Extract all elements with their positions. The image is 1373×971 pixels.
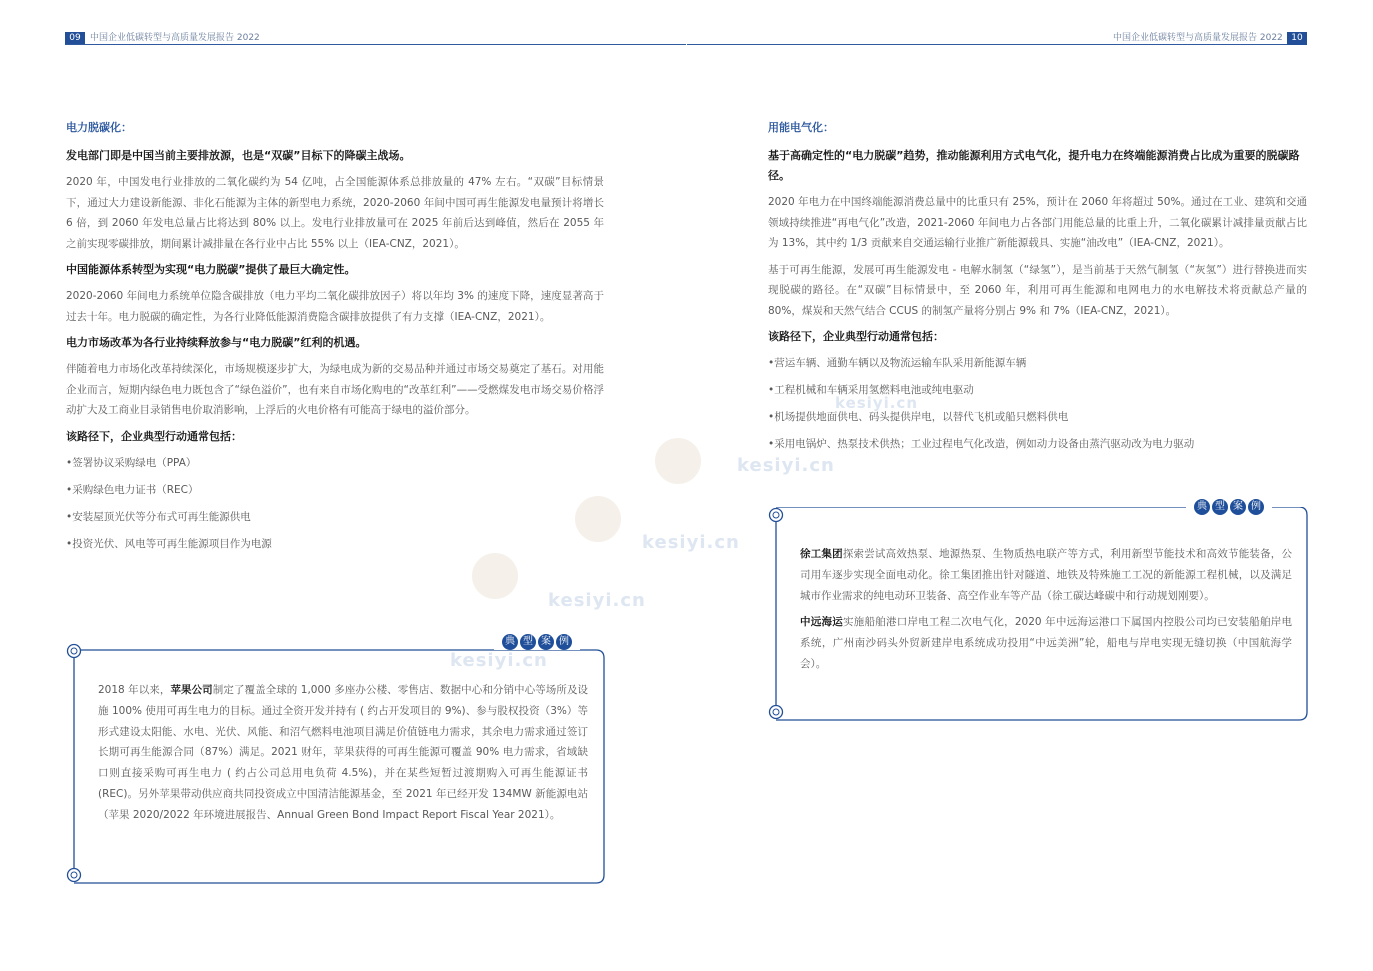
action-list (66, 453, 604, 554)
paragraph: 2020-2060 年间电力系统单位隐含碳排放（电力平均二氧化碳排放因子）将以年均 3% 的速度下降，速度显著高于过去十年。电力脱碳的确定性，为各行业降低能源消费隐含碳排放提供了有力支撑（IEA-CNZ，2021）。 (66, 290, 604, 323)
case-study-box-electrification (766, 501, 1309, 722)
badge-char: 案 (538, 634, 554, 650)
paragraph: 2020 年电力在中国终端能源消费总量中的比重只有 25%，预计在 2060 年将超过 50%。通过在工业、建筑和交通领域持续推进“再电气化”改造，2021-2060 年间电力占各部门用能总量的比重上升，二氧化碳累计减排量贡献占比为 13%，其中约 1/3 贡献来自交通运输行业推广新能源载具、实施“油改电”（IEA-CNZ，2021）。 (768, 196, 1307, 249)
list-item: • 签署协议采购绿电（PPA） (66, 453, 604, 473)
lead-statement: 中国能源体系转型为实现“电力脱碳”提供了最巨大确定性。 (66, 263, 356, 276)
right-running-header: 中国企业低碳转型与高质量发展报告 2022 (1113, 33, 1283, 43)
left-content (66, 118, 604, 561)
paragraph: 2020 年，中国发电行业排放的二氧化碳约为 54 亿吨，占全国能源体系总排放量的 47% 左右。“双碳”目标情景下，通过大力建设新能源、非化石能源为主体的新型电力系统，2020-2060 年间中国可再生能源发电量预计将增长 6 倍，到 2060 年发电总量占比将达到 80% 以上。发电行业排放量可在 2025 年前后达到峰值，然后在 2055 年之前实现零碳排放，期间累计减排量在各行业中占比 55% 以上（IEA-CNZ，2021）。 (66, 176, 604, 250)
list-item: • 采购绿色电力证书（REC） (66, 480, 604, 500)
case-text: 探索尝试高效热泵、地源热泵、生物质热电联产等方式，利用新型节能技术和高效节能装备，公司用车逐步实现全面电动化。徐工集团推出针对隧道、地铁及特殊施工工况的新能源工程机械，以及满足城市作业需求的纯电动环卫装备、高空作业车等产品（徐工碳达峰碳中和行动规划刚要）。 (800, 548, 1293, 602)
left-header-rule (65, 44, 686, 45)
case-study-box-apple (64, 636, 606, 885)
watermark: kesiyi.cn (548, 590, 646, 611)
case-company: 苹果公司 (170, 684, 213, 696)
list-item: • 机场提供地面供电、码头提供岸电，以替代飞机或船只燃料供电 (768, 407, 1307, 427)
lead-statement: 发电部门即是中国当前主要排放源，也是“双碳”目标下的降碳主战场。 (66, 149, 411, 162)
paragraph: 伴随着电力市场化改革持续深化，市场规模逐步扩大，为绿电成为新的交易品种并通过市场交易奠定了基石。对用能企业而言，短期内绿色电力既包含了“绿色溢价”，也有来自市场化购电的“改革红利”——受燃煤发电市场交易价格浮动扩大及工商业目录销售电价取消影响，上浮后的火电价格有可能高于绿电的溢价部分。 (66, 363, 604, 416)
badge-char: 型 (1212, 499, 1228, 515)
watermark-figure (655, 438, 701, 484)
watermark-figure (575, 496, 621, 542)
watermark: kesiyi.cn (450, 650, 548, 671)
lead-statement: 基于高确定性的“电力脱碳”趋势，推动能源利用方式电气化，提升电力在终端能源消费占比成为重要的脱碳路径。 (768, 149, 1300, 182)
badge-char: 典 (502, 634, 518, 650)
list-item: • 投资光伏、风电等可再生能源项目作为电源 (66, 534, 604, 554)
lead-statement: 该路径下，企业典型行动通常包括： (768, 330, 944, 343)
right-page-number: 10 (1287, 32, 1307, 45)
watermark: kesiyi.cn (737, 455, 835, 476)
case-company: 徐工集团 (800, 548, 843, 560)
left-running-header: 中国企业低碳转型与高质量发展报告 2022 (90, 33, 260, 43)
list-item: • 安装屋顶光伏等分布式可再生能源供电 (66, 507, 604, 527)
paragraph: 基于可再生能源，发展可再生能源发电 - 电解水制氢（“绿氢”），是当前基于天然气制氢（“灰氢”）进行替换进而实现脱碳的路径。在“双碳”目标情景中，至 2060 年，利用可再生能源和电网电力的水电解技术将贡献总产量的 80%，煤炭和天然气结合 CCUS 的制氢产量将分别占 9% 和 7%（IEA-CNZ，2021）。 (768, 263, 1307, 317)
case-text: 2018 年以来， (98, 684, 171, 696)
badge-char: 案 (1230, 499, 1246, 515)
case-badge (1186, 499, 1272, 515)
badge-char: 例 (556, 634, 572, 650)
list-item: • 采用电锅炉、热泵技术供热；工业过程电气化改造，例如动力设备由蒸汽驱动改为电力驱动 (768, 434, 1307, 454)
lead-statement: 电力市场改革为各行业持续释放参与“电力脱碳”红利的机遇。 (66, 336, 367, 349)
left-page-number: 09 (65, 32, 85, 45)
badge-char: 型 (520, 634, 536, 650)
watermark-figure (472, 553, 518, 599)
watermark: kesiyi.cn (835, 394, 919, 412)
case-company: 中远海运 (800, 616, 843, 629)
right-page (687, 0, 1373, 971)
list-item: • 工程机械和车辆采用氢燃料电池或纯电驱动 (768, 380, 1307, 400)
case-body (800, 544, 1292, 681)
section-title-power-decarbonization: 电力脱碳化： (66, 121, 132, 134)
badge-char: 典 (1194, 499, 1210, 515)
lead-statement: 该路径下，企业典型行动通常包括： (66, 429, 242, 443)
case-text: 实施船舶港口岸电工程二次电气化，2020 年中远海运港口下属国内控股公司均已安装船舶岸电系统，广州南沙码头外贸新建岸电系统成功投用“中远美洲”轮，船电与岸电实现无缝切换（中国航海学会）。 (800, 616, 1293, 670)
case-text: 制定了覆盖全球的 1,000 多座办公楼、零售店、数据中心和分销中心等场所及设施 100% 使用可再生电力的目标。通过全资开发并持有 ( 约占开发项目的 9%)、参与股权投资（3%）等形式建设太阳能、水电、光伏、风能、和沼气燃料电池项目满足价值链电力需求，其余电力需求通过签订长期可再生能源合同（87%）满足。2021 财年，苹果获得的可再生能源可覆盖 90% 电力需求，省域缺口则直接采购可再生电力 ( 约占公司总用电负荷 4.5%)，并在某些短暂过渡期购入可再生能源证书 (REC)。另外苹果带动供应商共同投资成立中国清洁能源基金，至 2021 年已经开发 134MW 新能源电站（苹果 2020/2022 年环境进展报告、Annual Green Bond Impact Report Fiscal Year 2021）。 (98, 684, 589, 821)
watermark: kesiyi.cn (642, 532, 740, 553)
badge-char: 例 (1248, 499, 1264, 515)
list-item: • 营运车辆、通勤车辆以及物流运输车队采用新能源车辆 (768, 353, 1307, 373)
case-body (98, 680, 588, 832)
case-badge (494, 634, 580, 650)
section-title-electrification: 用能电气化： (768, 121, 834, 134)
